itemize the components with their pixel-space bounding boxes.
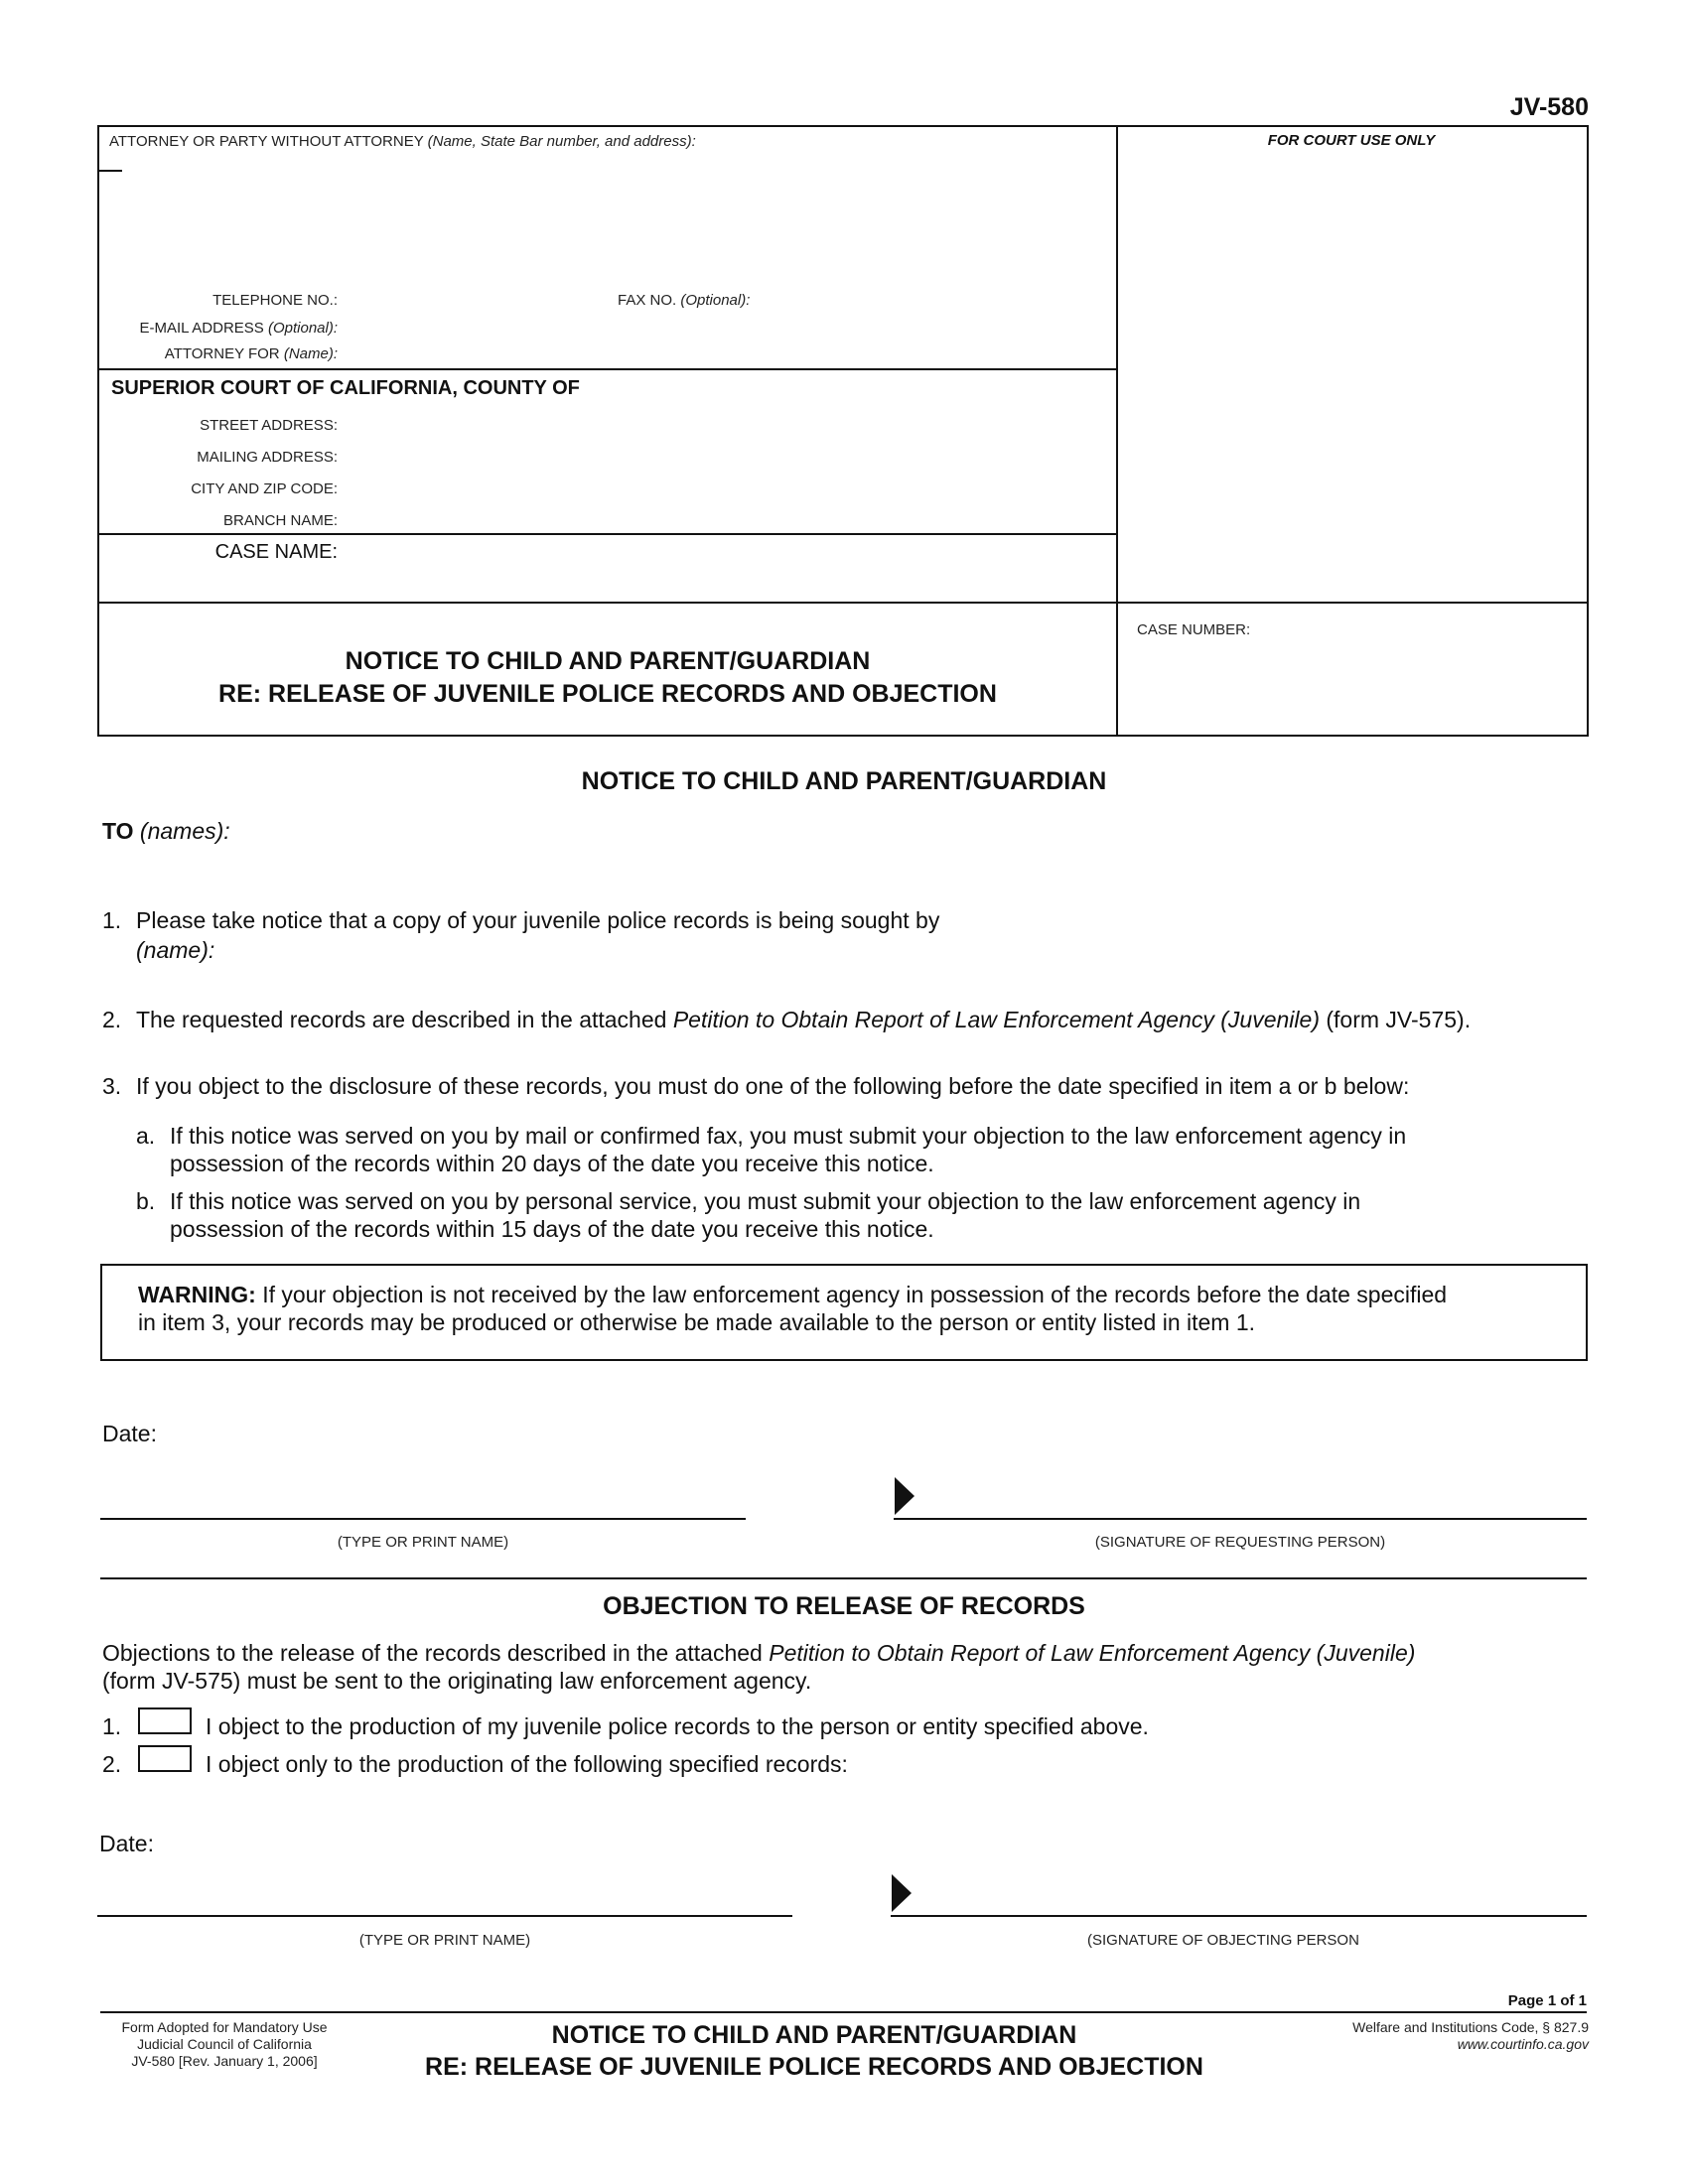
notice-date-input[interactable] [169, 1416, 566, 1445]
footer-rule [100, 2011, 1587, 2013]
street-address-label: STREET ADDRESS: [200, 417, 338, 434]
requester-print-name-input[interactable] [100, 1479, 746, 1517]
court-use-only-label: FOR COURT USE ONLY [1267, 132, 1436, 149]
city-zip-input[interactable] [344, 477, 1108, 498]
attorney-field-mark [98, 170, 122, 172]
requester-name-input[interactable] [228, 933, 1221, 963]
email-label: E-MAIL ADDRESS (Optional): [139, 320, 338, 337]
fax-input[interactable] [770, 288, 1107, 310]
item3-number: 3. [102, 1073, 122, 1099]
county-input[interactable] [635, 375, 1102, 401]
option2-number: 2. [102, 1751, 122, 1777]
attorney-for-input[interactable] [344, 341, 1108, 363]
document-title: NOTICE TO CHILD AND PARENT/GUARDIAN RE: RELEASE OF JUVENILE POLICE RECORDS AND OBJECTION [218, 647, 997, 708]
notice-date-label: Date: [102, 1421, 157, 1446]
requester-signature-input[interactable] [923, 1479, 1587, 1517]
case-name-input[interactable] [348, 540, 1107, 594]
fax-label: FAX NO. (Optional): [618, 292, 751, 309]
attorney-input[interactable] [124, 161, 1107, 288]
branch-name-label: BRANCH NAME: [222, 512, 338, 529]
form-id: JV-580 [1509, 93, 1589, 121]
footer-references [1251, 2019, 1589, 2053]
mailing-address-input[interactable] [344, 445, 1108, 467]
telephone-label: TELEPHONE NO.: [212, 292, 338, 309]
objection-heading: OBJECTION TO RELEASE OF RECORDS [603, 1592, 1085, 1620]
objector-signature-input[interactable] [921, 1876, 1587, 1914]
telephone-input[interactable] [344, 288, 602, 310]
item3b-text: If this notice was served on you by personal service, you must submit your objection to the law enforcement agency in possession of the records within 15 days of the date you receive this notice. [170, 1188, 1361, 1242]
objector-print-name-line [97, 1915, 792, 1917]
item3b-letter: b. [136, 1188, 156, 1214]
signature-arrow-icon [895, 1477, 914, 1515]
objector-signature-line [891, 1915, 1587, 1917]
objection-date-label: Date: [99, 1831, 154, 1856]
requester-signature-line [894, 1518, 1587, 1520]
requester-print-name-caption: (TYPE OR PRINT NAME) [337, 1534, 509, 1551]
form-adopted-note: Form Adopted for Mandatory Use Judicial Council of California JV-580 [Rev. January 1, 2006] [121, 2019, 328, 2069]
case-number-label: CASE NUMBER: [1137, 621, 1251, 638]
case-name-label: CASE NAME: [214, 541, 338, 563]
signature-arrow-icon [892, 1874, 912, 1912]
branch-name-input[interactable] [344, 508, 1108, 530]
item1-name-label: (name): [136, 937, 215, 963]
option2-checkbox[interactable] [138, 1745, 192, 1772]
objector-signature-caption: (SIGNATURE OF OBJECTING PERSON [1087, 1932, 1359, 1949]
page-number: Page 1 of 1 [1507, 1992, 1587, 2009]
option2-text: I object only to the production of the following specified records: [206, 1751, 848, 1777]
requester-print-name-line [100, 1518, 746, 1520]
item1-number: 1. [102, 907, 122, 933]
email-input[interactable] [344, 316, 1108, 338]
option1-text: I object to the production of my juvenile police records to the person or entity specified above. [206, 1713, 1149, 1739]
code-reference: Welfare and Institutions Code, § 827.9 [1352, 2019, 1589, 2035]
notice-heading: NOTICE TO CHILD AND PARENT/GUARDIAN [581, 767, 1107, 795]
objection-intro: Objections to the release of the records described in the attached Petition to Obtain Report of Law Enforcement Agency (Juvenile) (form JV-575) must be sent to the originating law enforcement agency. [102, 1640, 1416, 1694]
to-label: TO (names): [102, 818, 230, 844]
item3a-letter: a. [136, 1123, 156, 1149]
to-names-input[interactable] [248, 814, 1579, 844]
footer-title: NOTICE TO CHILD AND PARENT/GUARDIAN RE: RELEASE OF JUVENILE POLICE RECORDS AND OBJECTION [425, 2021, 1203, 2081]
item3a-text: If this notice was served on you by mail or confirmed fax, you must submit your objection to the law enforcement agency in possession of the records within 20 days of the date you receive this notice. [170, 1123, 1407, 1176]
court-title: SUPERIOR COURT OF CALIFORNIA, COUNTY OF [111, 377, 580, 399]
warning-box [100, 1264, 1588, 1361]
mailing-address-label: MAILING ADDRESS: [197, 449, 338, 466]
warning-text: WARNING: If your objection is not received by the law enforcement agency in possession of the records before the date specified in item 3, your records may be produced or otherwise be made available to the person or entity listed in item 1. [138, 1282, 1448, 1335]
item1-text: Please take notice that a copy of your juvenile police records is being sought by [136, 907, 940, 933]
attorney-for-label: ATTORNEY FOR (Name): [164, 345, 338, 362]
item2-number: 2. [102, 1007, 122, 1032]
case-number-input[interactable] [1137, 650, 1574, 720]
item2-text: The requested records are described in the attached Petition to Obtain Report of Law Enforcement Agency (Juvenile) (form JV-575). [136, 1007, 1472, 1032]
objection-date-input[interactable] [164, 1826, 561, 1855]
section-divider [100, 1577, 1587, 1579]
attorney-label: ATTORNEY OR PARTY WITHOUT ATTORNEY (Name, State Bar number, and address): [109, 133, 696, 150]
street-address-input[interactable] [344, 413, 1108, 435]
website-link[interactable]: www.courtinfo.ca.gov [1457, 2036, 1589, 2052]
specified-records-input[interactable] [209, 1782, 1579, 1832]
requester-signature-caption: (SIGNATURE OF REQUESTING PERSON) [1094, 1534, 1386, 1551]
item3-text: If you object to the disclosure of these records, you must do one of the following before the date specified in item a or b below: [136, 1073, 1410, 1099]
objector-print-name-input[interactable] [97, 1876, 792, 1914]
city-zip-label: CITY AND ZIP CODE: [191, 480, 338, 497]
option1-checkbox[interactable] [138, 1707, 192, 1734]
objector-print-name-caption: (TYPE OR PRINT NAME) [358, 1932, 531, 1949]
court-use-area[interactable] [1122, 159, 1579, 596]
option1-number: 1. [102, 1713, 122, 1739]
